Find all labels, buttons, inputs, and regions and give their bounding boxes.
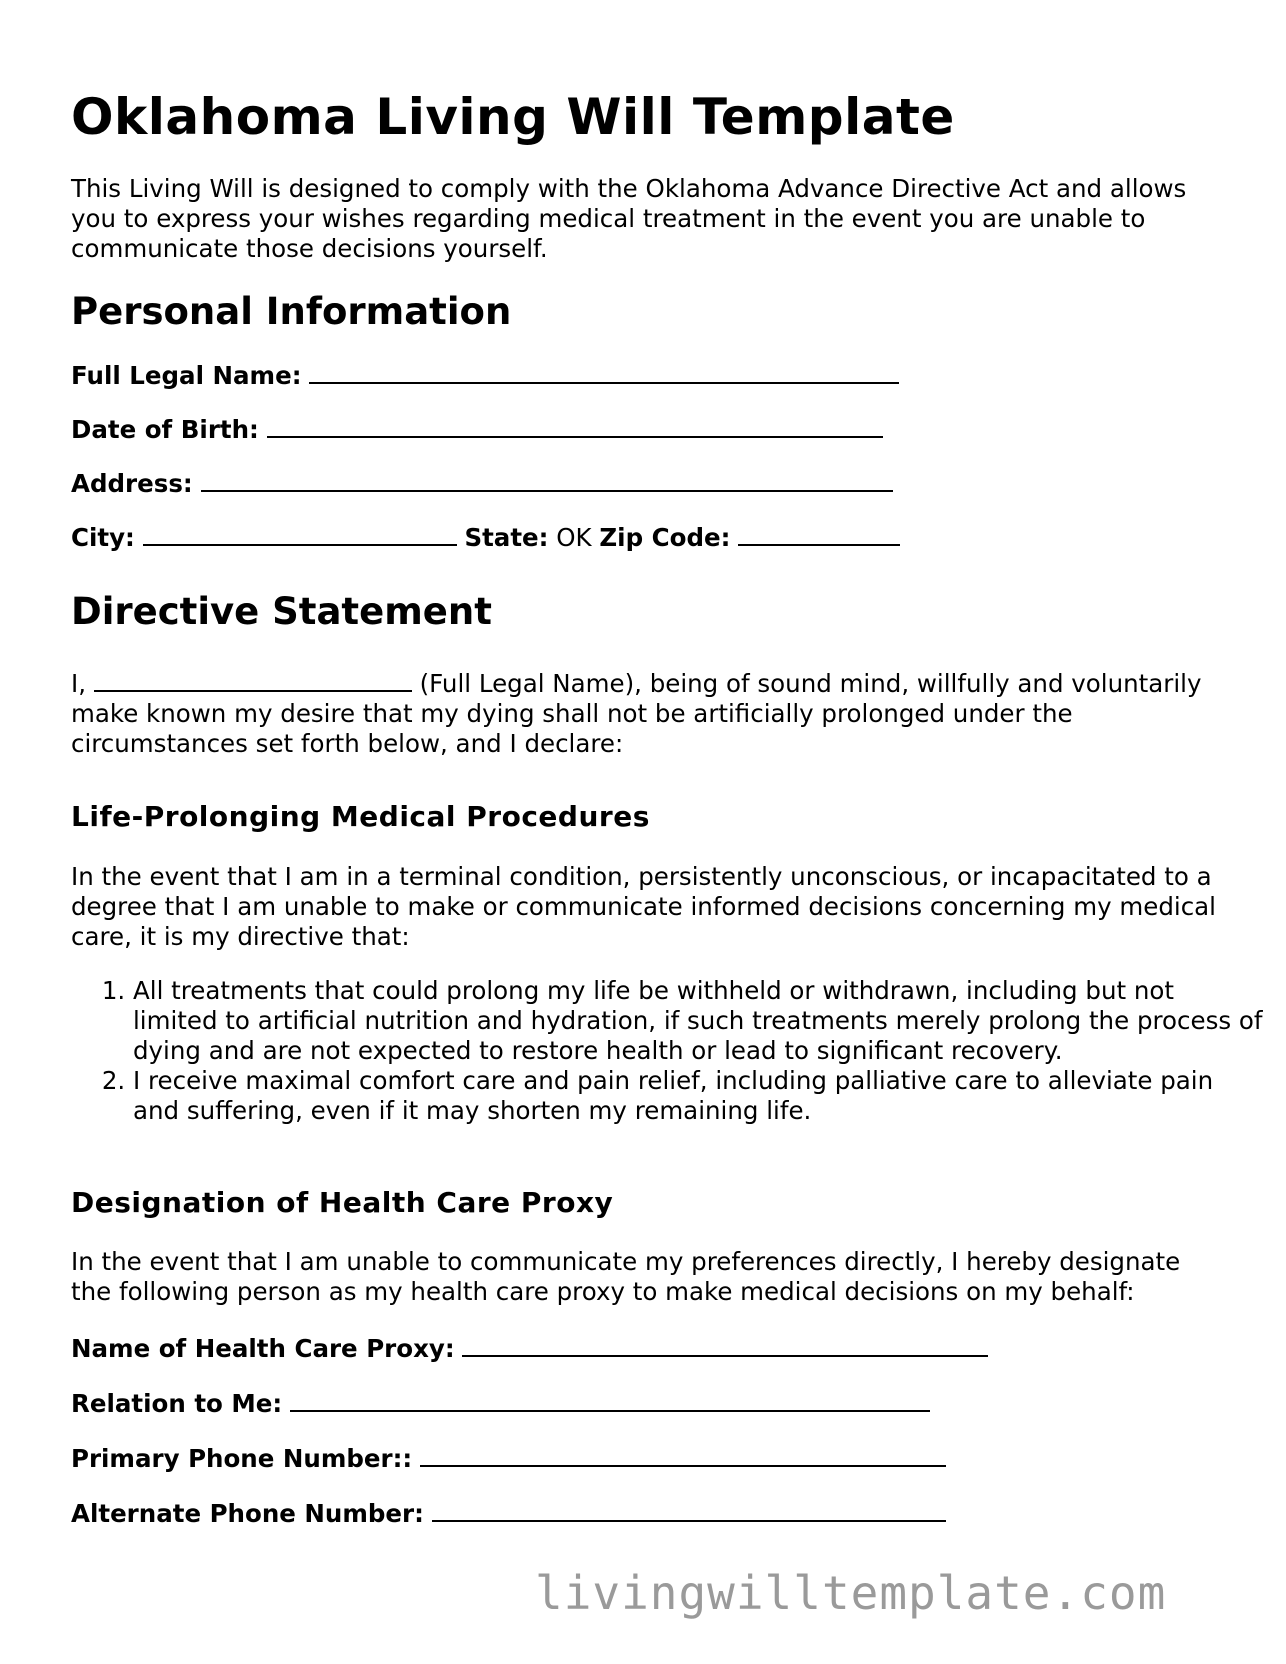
- life-prolonging-heading: Life-Prolonging Medical Procedures: [71, 800, 650, 833]
- city-state-zip-field: [71, 522, 900, 553]
- proxy-name-field: [71, 1333, 988, 1364]
- proxy-alternate-phone-label: Alternate Phone Number:: [71, 1499, 424, 1528]
- date-of-birth-label: Date of Birth:: [71, 415, 259, 444]
- full-legal-name-label: Full Legal Name:: [71, 361, 302, 390]
- proxy-primary-phone-field: [71, 1443, 946, 1474]
- list-item: 1. All treatments that could prolong my life be withheld or withdrawn, including but not limited to artificial nutrition and hydration, if such treatments merely prolong the process of dying and are not expected to restore health or lead to significant recovery.: [133, 976, 1263, 1066]
- zip-code-label: Zip Code:: [599, 523, 731, 552]
- proxy-primary-phone-label: Primary Phone Number::: [71, 1444, 413, 1473]
- directive-list: [71, 976, 1263, 1126]
- health-care-proxy-heading: Designation of Health Care Proxy: [71, 1186, 614, 1219]
- directive-statement-text: (Full Legal Name), being of sound mind, willfully and voluntarily make known my desire that my dying shall not be artificially prolonged under the circumstances set forth below, and I declare:: [71, 669, 1202, 758]
- address-field: [71, 468, 893, 499]
- date-of-birth-field: [71, 414, 883, 445]
- zip-code-blank[interactable]: [738, 522, 900, 546]
- proxy-name-label: Name of Health Care Proxy:: [71, 1334, 455, 1363]
- city-label: City:: [71, 523, 135, 552]
- page-title: Oklahoma Living Will Template: [71, 88, 955, 146]
- proxy-relation-field: [71, 1388, 930, 1419]
- address-label: Address:: [71, 469, 193, 498]
- address-blank[interactable]: [201, 468, 893, 492]
- intro-paragraph: This Living Will is designed to comply with the Oklahoma Advance Directive Act and allows you to express your wishes regarding medical treatment in the event you are unable to communicate those decisions yourself.: [71, 174, 1187, 263]
- proxy-alternate-phone-field: [71, 1498, 946, 1529]
- list-item: 2. I receive maximal comfort care and pain relief, including palliative care to alleviate pain and suffering, even if it may shorten my remaining life.: [133, 1066, 1263, 1126]
- directive-prefix: I,: [71, 669, 87, 698]
- personal-information-heading: Personal Information: [71, 290, 512, 333]
- proxy-relation-label: Relation to Me:: [71, 1389, 283, 1418]
- directive-name-blank[interactable]: [94, 668, 412, 692]
- date-of-birth-blank[interactable]: [267, 414, 883, 438]
- full-legal-name-blank[interactable]: [309, 360, 899, 384]
- watermark: livingwilltemplate.com: [535, 1566, 1167, 1620]
- state-value: OK: [556, 523, 592, 552]
- state-label: State:: [464, 523, 549, 552]
- proxy-alternate-phone-blank[interactable]: [432, 1498, 946, 1522]
- life-prolonging-intro: In the event that I am in a terminal condition, persistently unconscious, or incapacitated to a degree that I am unable to make or communicate informed decisions concerning my medical care, it is my directive that:: [71, 862, 1216, 951]
- proxy-name-blank[interactable]: [462, 1333, 988, 1357]
- health-care-proxy-intro: In the event that I am unable to communicate my preferences directly, I hereby designate the following person as my health care proxy to make medical decisions on my behalf:: [71, 1247, 1181, 1306]
- proxy-primary-phone-blank[interactable]: [420, 1443, 946, 1467]
- proxy-relation-blank[interactable]: [290, 1388, 930, 1412]
- full-legal-name-field: [71, 360, 899, 391]
- directive-statement-paragraph: [71, 668, 1221, 759]
- directive-statement-heading: Directive Statement: [71, 590, 492, 633]
- city-blank[interactable]: [143, 522, 457, 546]
